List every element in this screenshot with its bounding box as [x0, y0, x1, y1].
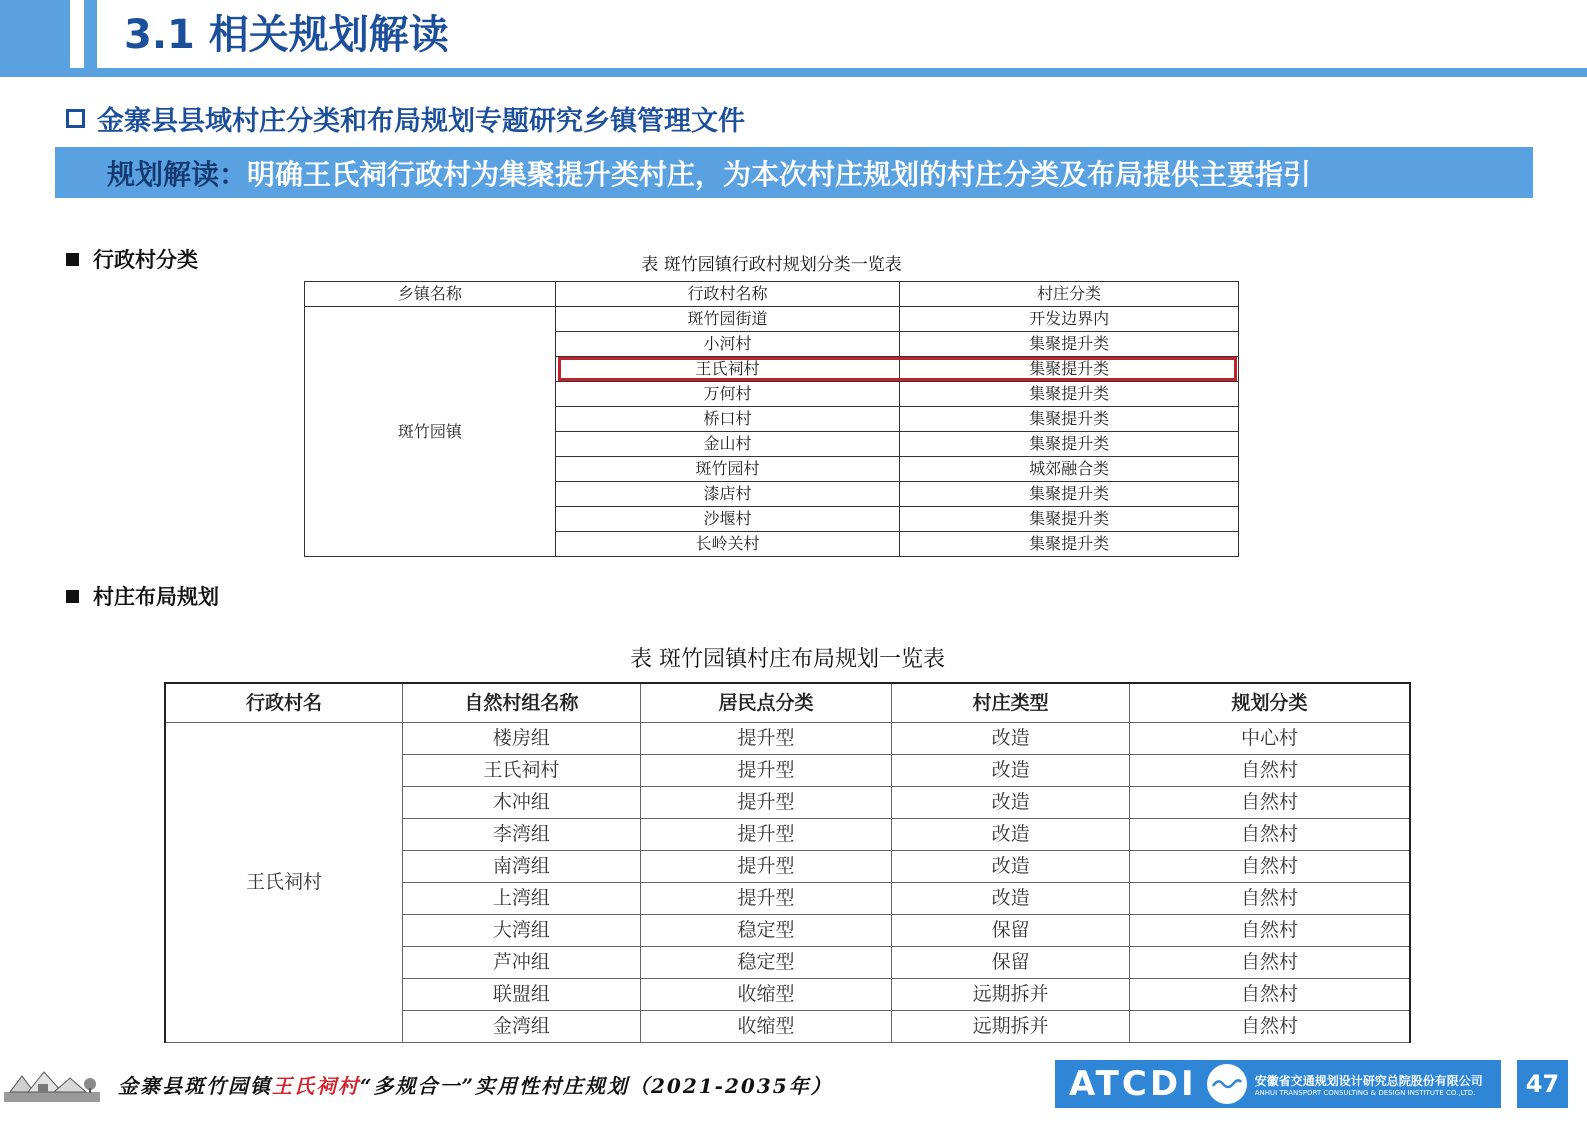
category-cell: 集聚提升类	[900, 432, 1239, 457]
highlight-box	[558, 357, 1237, 381]
settlement-type-cell: 提升型	[640, 819, 892, 851]
natural-village-cell: 联盟组	[403, 979, 641, 1011]
table-header-row	[305, 282, 1239, 307]
natural-village-cell: 木冲组	[403, 787, 641, 819]
header-accent-bar	[84, 0, 97, 68]
page-title: 3.1 相关规划解读	[124, 12, 449, 58]
village-cell: 小河村	[555, 332, 900, 357]
logo-name-cn: 安徽省交通规划设计研究总院股份有限公司	[1254, 1073, 1483, 1088]
village-type-cell: 远期拆并	[892, 979, 1130, 1011]
table2-caption: 表 斑竹园镇村庄布局规划一览表	[630, 647, 945, 672]
village-cell: 万何村	[555, 382, 900, 407]
plan-category-cell: 自然村	[1129, 947, 1410, 979]
category-cell: 集聚提升类	[900, 482, 1239, 507]
category-cell: 集聚提升类	[900, 382, 1239, 407]
village-cell: 桥口村	[555, 407, 900, 432]
village-cell: 金山村	[555, 432, 900, 457]
section-title: 行政村分类	[93, 248, 198, 272]
category-cell: 集聚提升类	[900, 357, 1239, 382]
category-cell: 开发边界内	[900, 307, 1239, 332]
classification-table	[304, 281, 1239, 557]
footer-text-highlight: 王氏祠村	[272, 1074, 360, 1098]
settlement-type-cell: 收缩型	[640, 1011, 892, 1043]
natural-village-cell: 大湾组	[403, 915, 641, 947]
plan-category-cell: 自然村	[1129, 915, 1410, 947]
category-cell: 城郊融合类	[900, 457, 1239, 482]
settlement-type-cell: 稳定型	[640, 915, 892, 947]
settlement-type-cell: 稳定型	[640, 947, 892, 979]
square-outline-icon	[66, 109, 85, 128]
table-header-row	[165, 683, 1410, 723]
village-type-cell: 改造	[892, 851, 1130, 883]
settlement-type-cell: 提升型	[640, 755, 892, 787]
section-title: 村庄布局规划	[93, 585, 219, 609]
category-cell: 集聚提升类	[900, 507, 1239, 532]
plan-category-cell: 自然村	[1129, 883, 1410, 915]
natural-village-cell: 芦冲组	[403, 947, 641, 979]
table-header-cell: 自然村组名称	[403, 683, 641, 723]
village-type-cell: 保留	[892, 915, 1130, 947]
table-row	[305, 307, 1239, 332]
subtitle-text: 金寨县县域村庄分类和布局规划专题研究乡镇管理文件	[97, 105, 745, 137]
village-type-cell: 改造	[892, 819, 1130, 851]
natural-village-cell: 上湾组	[403, 883, 641, 915]
natural-village-cell: 王氏祠村	[403, 755, 641, 787]
table-header-cell: 行政村名	[165, 683, 403, 723]
village-type-cell: 远期拆并	[892, 1011, 1130, 1043]
table-header-cell: 村庄分类	[900, 282, 1239, 307]
village-type-cell: 改造	[892, 755, 1130, 787]
wave-emblem-icon	[1207, 1064, 1247, 1104]
town-cell: 斑竹园镇	[305, 307, 556, 557]
header-accent-block	[0, 0, 70, 68]
table1-caption: 表 斑竹园镇行政村规划分类一览表	[641, 255, 902, 275]
table-header-cell: 乡镇名称	[305, 282, 556, 307]
settlement-type-cell: 提升型	[640, 723, 892, 755]
plan-category-cell: 自然村	[1129, 755, 1410, 787]
admin-village-cell: 王氏祠村	[165, 723, 403, 1043]
settlement-type-cell: 提升型	[640, 851, 892, 883]
plan-category-cell: 自然村	[1129, 979, 1410, 1011]
square-bullet-icon	[66, 253, 79, 266]
natural-village-cell: 南湾组	[403, 851, 641, 883]
village-type-cell: 改造	[892, 787, 1130, 819]
category-cell: 集聚提升类	[900, 532, 1239, 557]
category-cell: 集聚提升类	[900, 407, 1239, 432]
section-heading-layout	[66, 581, 219, 611]
plan-category-cell: 自然村	[1129, 851, 1410, 883]
village-type-cell: 改造	[892, 723, 1130, 755]
natural-village-cell: 楼房组	[403, 723, 641, 755]
page-number: 47	[1517, 1060, 1568, 1108]
footer-text-pre: 金寨县斑竹园镇	[118, 1074, 272, 1098]
banner-label: 规划解读：	[107, 157, 248, 191]
plan-category-cell: 自然村	[1129, 819, 1410, 851]
village-cell: 王氏祠村	[555, 357, 900, 382]
village-type-cell: 保留	[892, 947, 1130, 979]
settlement-type-cell: 收缩型	[640, 979, 892, 1011]
logo-text	[1255, 1072, 1483, 1097]
footer-text-post: “多规合一”实用性村庄规划（2021-2035年）	[360, 1074, 833, 1098]
village-cell: 长岭关村	[555, 532, 900, 557]
plan-category-cell: 自然村	[1129, 787, 1410, 819]
natural-village-cell: 李湾组	[403, 819, 641, 851]
footer-project-title	[118, 1070, 833, 1099]
section-heading-classification	[66, 244, 198, 274]
village-cell: 斑竹园街道	[555, 307, 900, 332]
table-row	[165, 723, 1410, 755]
village-type-cell: 改造	[892, 883, 1130, 915]
banner-text: 明确王氏祠行政村为集聚提升类村庄，为本次村庄规划的村庄分类及布局提供主要指引	[247, 157, 1312, 191]
village-cell: 斑竹园村	[555, 457, 900, 482]
header-rule	[0, 68, 1587, 77]
interpretation-banner	[55, 147, 1533, 198]
settlement-type-cell: 提升型	[640, 787, 892, 819]
square-bullet-icon	[66, 590, 79, 603]
village-sketch-icon	[4, 1062, 100, 1102]
logo-mark: ATCDI	[1069, 1064, 1197, 1104]
village-cell: 沙堰村	[555, 507, 900, 532]
natural-village-cell: 金湾组	[403, 1011, 641, 1043]
subtitle	[66, 98, 745, 138]
company-logo	[1055, 1060, 1501, 1108]
logo-name-en: ANHUI TRANSPORT CONSULTING & DESIGN INSTITUTE CO.,LTD.	[1254, 1088, 1476, 1097]
layout-table	[164, 682, 1411, 1043]
table-header-cell: 行政村名称	[555, 282, 900, 307]
plan-category-cell: 中心村	[1129, 723, 1410, 755]
table-header-cell: 居民点分类	[640, 683, 892, 723]
plan-category-cell: 自然村	[1129, 1011, 1410, 1043]
village-cell: 漆店村	[555, 482, 900, 507]
table-header-cell: 规划分类	[1129, 683, 1410, 723]
settlement-type-cell: 提升型	[640, 883, 892, 915]
category-cell: 集聚提升类	[900, 332, 1239, 357]
table-header-cell: 村庄类型	[892, 683, 1130, 723]
